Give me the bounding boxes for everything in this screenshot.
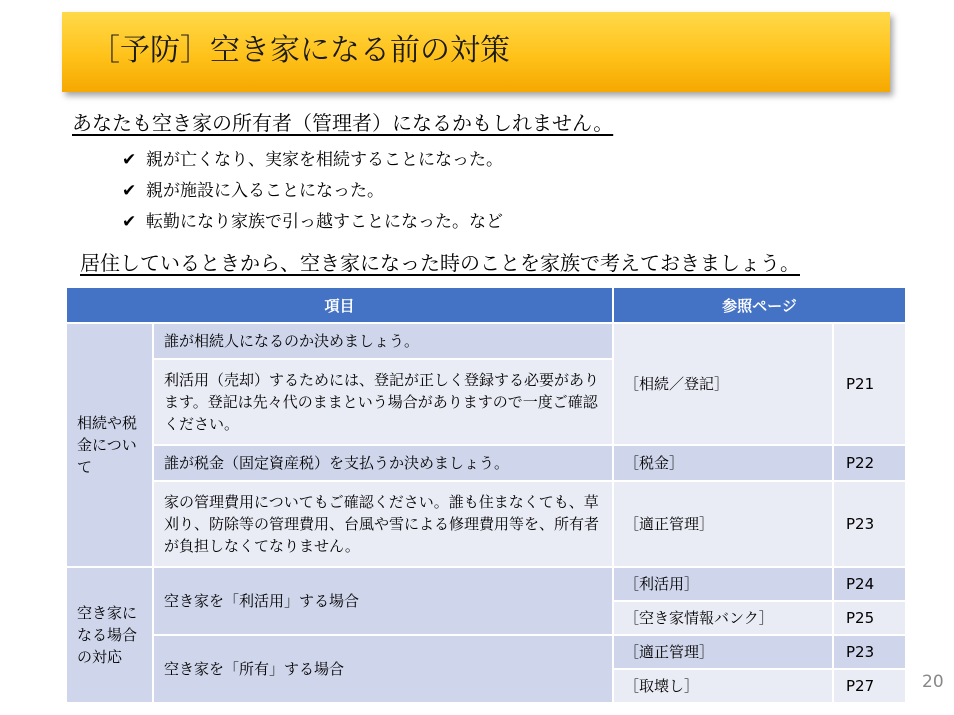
page-number: 20 <box>922 672 944 692</box>
row-reference: ［空き家情報バンク］ <box>613 601 833 635</box>
checklist-item <box>122 176 503 207</box>
checklist-item <box>122 145 503 176</box>
slide-title: ［予防］空き家になる前の対策 <box>90 33 510 68</box>
row-item: 空き家を「所有」する場合 <box>153 635 613 703</box>
table-row <box>66 445 906 481</box>
header-reference-page: 参照ページ <box>613 287 906 323</box>
table-row <box>66 635 906 669</box>
row-page: P27 <box>833 669 906 703</box>
situation-checklist <box>122 145 503 238</box>
row-page: P23 <box>833 635 906 669</box>
checklist-item <box>122 207 503 238</box>
row-reference: ［取壊し］ <box>613 669 833 703</box>
row-page: P24 <box>833 567 906 601</box>
table-row <box>66 323 906 359</box>
category-vacant-house: 空き家になる場合の対応 <box>66 567 153 703</box>
category-inheritance-tax: 相続や税金について <box>66 323 153 567</box>
row-reference: ［利活用］ <box>613 567 833 601</box>
row-page: P25 <box>833 601 906 635</box>
checkmark-icon: ✔ <box>122 181 137 201</box>
row-item: 誰が相続人になるのか決めましょう。 <box>153 323 613 359</box>
row-reference: ［適正管理］ <box>613 635 833 669</box>
row-page: P21 <box>833 323 906 445</box>
row-item: 家の管理費用についてもご確認ください。誰も住まなくても、草刈り、防除等の管理費用、台風や雪による修理費用等を、所有者が負担しなくてなりません。 <box>153 481 613 567</box>
header-item: 項目 <box>66 287 613 323</box>
lead-text: あなたも空き家の所有者（管理者）になるかもしれません。 <box>72 111 614 135</box>
closing-text: 居住しているときから、空き家になった時のことを家族で考えておきましょう。 <box>80 251 800 275</box>
checklist-item-text: 転勤になり家族で引っ越すことになった。など <box>146 212 503 232</box>
checkmark-icon: ✔ <box>122 150 137 170</box>
row-item: 利活用（売却）するためには、登記が正しく登録する必要があります。登記は先々代のままという場合がありますので一度ご確認ください。 <box>153 359 613 445</box>
row-reference: ［相続／登記］ <box>613 323 833 445</box>
reference-table <box>65 286 907 704</box>
row-page: P22 <box>833 445 906 481</box>
row-item: 空き家を「利活用」する場合 <box>153 567 613 635</box>
row-reference: ［適正管理］ <box>613 481 833 567</box>
checklist-item-text: 親が亡くなり、実家を相続することになった。 <box>146 150 503 170</box>
row-page: P23 <box>833 481 906 567</box>
checklist-item-text: 親が施設に入ることになった。 <box>146 181 384 201</box>
row-item: 誰が税金（固定資産税）を支払うか決めましょう。 <box>153 445 613 481</box>
checkmark-icon: ✔ <box>122 212 137 232</box>
table-header-row <box>66 287 906 323</box>
title-banner <box>62 12 890 92</box>
table-row <box>66 481 906 567</box>
row-reference: ［税金］ <box>613 445 833 481</box>
table-row <box>66 567 906 601</box>
